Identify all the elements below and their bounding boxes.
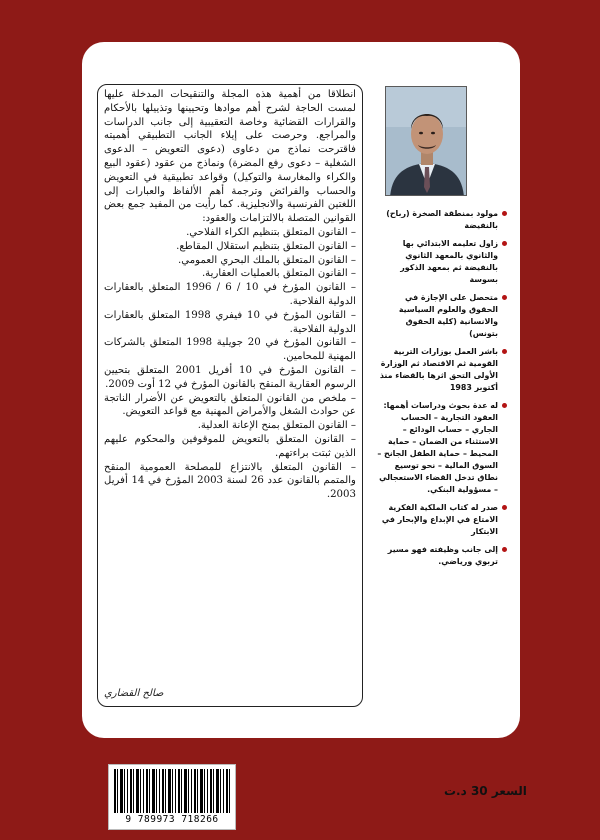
barcode-number: 9 789973 718266	[125, 814, 219, 825]
author-portrait-image	[386, 87, 467, 196]
bio-item: مولود بمنطقة الصخرة (رباح) بالنفيضة	[375, 208, 507, 232]
law-item: – القانون المتعلق بالملك البحري العمومي.	[178, 254, 356, 266]
law-item: – القانون المتعلق بتنظيم استقلال المقاطع.	[176, 240, 356, 252]
law-item: – القانون المؤرخ في 20 جويلية 1998 المتعلق بالشركات المهنية للمحامين.	[104, 337, 357, 363]
author-photo	[385, 86, 467, 196]
laws-list	[104, 226, 356, 502]
law-item: – القانون المتعلق بمنح الإعانة العدلية.	[197, 420, 356, 432]
bio-item: زاول تعليمه الابتدائي بها والثانوي بالمعهد الثانوي بالنفيضة ثم بمعهد الذكور بسوسة	[375, 238, 507, 286]
main-text-box	[97, 84, 363, 707]
law-item: – القانون المتعلق بتنظيم الكراء الفلاحي.	[186, 226, 356, 238]
intro-paragraph: انطلاقا من أهمية هذه المجلة والتنقيحات المدخلة عليها لمست الحاجة لشرح أهم موادها وتحيينها وتذييلها بالأحكام والقرارات القضائية وخاصة التعقيبية إلى جانب الدراسات والمراجع. وحرصت على إيلاء الجانب التطبيقي أهميته فاقترحت نماذج من دعاوى (دعوى التعويض – الدعوى الشغلية – دعوى رفع المضرة) ونماذج من عقود (عقود البيع والكراء والمغارسة والتوكيل) وقواعد تطبيقية في التعويض والحساب والفرائض وترجمة أهم الألفاظ والعبارات إلى اللغتين الفرنسية والانجليزية. كما رأيت من المفيد جمع بعض القوانين المتصلة بالالتزامات والعقود:	[104, 89, 356, 225]
author-bio	[375, 208, 507, 574]
price-label: السعر 30 د.ت	[444, 784, 527, 798]
bio-item: له عدة بحوث ودراسات أهمها: العقود التجارية – الحساب الجاري – حساب الودائع – الاستثناء من الضمان – حماية المحيط – حماية الطفل الجانح – السوق المالية – نحو توسيع نطاق تدخل القضاء الاستعجالي – مسؤولية البنكي.	[375, 400, 507, 496]
isbn-barcode	[108, 764, 236, 830]
law-item: – القانون المؤرخ في 10 / 6 / 1996 المتعلق بالعقارات الدولية الفلاحية.	[104, 282, 356, 307]
law-item: – ملخص من القانون المتعلق بالتعويض عن الأضرار الناتجة عن حوادث الشغل والأمراض المهنية مع قواعد التعويض.	[104, 392, 356, 418]
bio-item: باشر العمل بوزارات التربية القومية ثم الاقتصاد ثم الوزارة الأولى التحق اثرها بالقضاء منذ أكتوبر 1983	[375, 346, 507, 394]
bio-list	[375, 208, 507, 568]
bio-item: صدر له كتاب الملكية الفكرية الامتاع في الإبداع والإبحار في الابتكار	[375, 502, 507, 538]
law-item: – القانون المتعلق بالعمليات العقارية.	[201, 268, 356, 280]
law-item: – القانون المؤرخ في 10 فيفري 1998 المتعلق بالعقارات الدولية الفلاحية.	[104, 309, 356, 335]
barcode-bars	[114, 769, 232, 813]
law-item: – القانون المؤرخ في 10 أفريل 2001 المتعلق بتحيين الرسوم العقارية المنقح بالقانون المؤرخ في 12 أوت 2009.	[104, 364, 356, 390]
law-item: – القانون المتعلق بالانتزاع للمصلحة العمومية المنقح والمتمم بالقانون عدد 26 لسنة 2003 المؤرخ في 14 أفريل 2003.	[104, 461, 356, 501]
law-item: – القانون المتعلق بالتعويض للموقوفين والمحكوم عليهم الذين ثبتت براءتهم.	[104, 433, 356, 459]
author-signature: صالح القضاري	[104, 688, 164, 699]
bio-item: إلى جانب وظيفته فهو مسير تربوي ورياضي.	[375, 544, 507, 568]
bio-item: متحصل على الإجازة في الحقوق والعلوم السياسية والانسانية (كلية الحقوق بتونس)	[375, 292, 507, 340]
